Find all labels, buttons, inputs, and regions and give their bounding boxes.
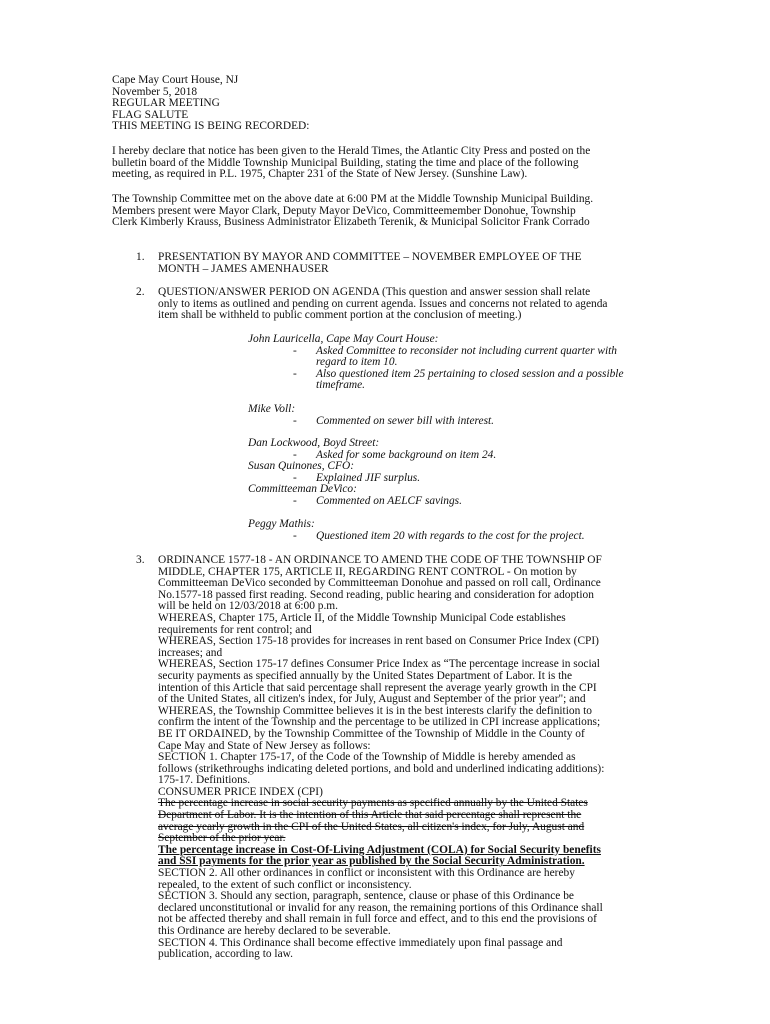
comment-line: Explained JIF surplus.: [316, 471, 421, 484]
item-text: [158, 555, 662, 961]
comment-bullet: [248, 496, 668, 508]
notice-paragraph: [112, 146, 662, 181]
ordinance-line: of the United States, all citizen's index, for July, August and September of the prior year"; and: [158, 693, 586, 706]
ordinance-line: WHEREAS, Section 175-17 defines Consumer Price Index as “The percentage increase in social: [158, 658, 600, 671]
header-location: Cape May Court House, NJ: [112, 74, 239, 86]
comment-group: [248, 438, 668, 508]
ordinance-line: SECTION 1. Chapter 175-17, of the Code of the Township of Middle is hereby amended as: [158, 751, 576, 764]
comment-line: timeframe.: [316, 379, 366, 392]
ordinance-line: SECTION 4. This Ordinance shall become effective immediately upon final passage and: [158, 936, 563, 949]
comment-bullet: [248, 473, 668, 485]
ordinance-line: No.1577-18 passed first reading. Second reading, public hearing and consideration for adoption: [158, 588, 594, 601]
attendance-line: Members present were Mayor Clark, Deputy Mayor DeVico, Committeemember Donohue, Township: [112, 204, 576, 217]
speaker-name: Susan Quinones, CFO:: [248, 460, 354, 473]
ordinance-line: increases; and: [158, 646, 223, 659]
ordinance-line: this Ordinance are hereby declared to be severable.: [158, 925, 391, 937]
ordinance-line: not be affected thereby and shall remain in full force and effect, and to this end the provisions of: [158, 913, 597, 926]
item-line: QUESTION/ANSWER PERIOD ON AGENDA (This question and answer session shall relate: [158, 286, 591, 298]
header-date: November 5, 2018: [112, 85, 198, 98]
notice-line: bulletin board of the Middle Township Municipal Building, stating the time and place of the following: [112, 156, 579, 169]
item-line: PRESENTATION BY MAYOR AND COMMITTEE – NOVEMBER EMPLOYEE OF THE: [158, 251, 582, 263]
header-flag-salute: FLAG SALUTE: [112, 108, 189, 121]
ordinance-line: follows (strikethroughs indicating deleted portions, and bold and underlined indicating additions):: [158, 762, 605, 775]
notice-line: I hereby declare that notice has been given to the Herald Times, the Atlantic City Press and posted on the: [112, 145, 591, 157]
struck-line: Department of Labor. It is the intention of this Article that said percentage shall represent the: [158, 809, 582, 822]
item-line: only to items as outlined and pending on current agenda. Issues and concerns not related to agenda: [158, 297, 608, 310]
attendance-line: Clerk Kimberly Krauss, Business Administrator Elizabeth Terenik, & Municipal Solicitor Frank Corrado: [112, 216, 590, 229]
ordinance-line: 175-17. Definitions.: [158, 774, 251, 787]
comment-group: [248, 334, 668, 392]
ordinance-line: WHEREAS, Section 175-18 provides for increases in rent based on Consumer Price Index (CPI): [158, 635, 599, 648]
ordinance-line: MIDDLE, CHAPTER 175, ARTICLE II, REGARDING RENT CONTROL - On motion by: [158, 565, 577, 578]
comment-line: Asked for some background on item 24.: [316, 448, 497, 461]
ordinance-line: security payments as specified annually by the United States Department of Labor. It is the: [158, 669, 573, 682]
meeting-header: [112, 75, 662, 133]
comment-bullet: [248, 416, 668, 428]
item-number: 2.: [136, 286, 145, 298]
dash-marker: -: [293, 494, 297, 507]
attendance-line: The Township Committee met on the above date at 6:00 PM at the Middle Township Municipal Building.: [112, 193, 594, 205]
ordinance-line: repealed, to the extent of such conflict or inconsistency.: [158, 878, 412, 891]
comment-line: Commented on sewer bill with interest.: [316, 414, 495, 427]
speaker-name: John Lauricella, Cape May Court House:: [248, 333, 439, 345]
ordinance-line: WHEREAS, the Township Committee believes it is in the best interests clarify the definition to: [158, 704, 592, 717]
comment-bullet: [248, 450, 668, 462]
item-line: item shall be withheld to public comment portion at the conclusion of meeting.): [158, 309, 522, 322]
ordinance-line: intention of this Article that said percentage shall represent the average yearly growth in the CPI: [158, 681, 597, 694]
ordinance-line: requirements for rent control; and: [158, 623, 312, 636]
ordinance-line: BE IT ORDAINED, by the Township Committee of the Township of Middle in the County of: [158, 727, 585, 740]
struck-line: average yearly growth in the CPI of the United States, all citizen's index, for July, August and: [158, 820, 585, 833]
comment-bullet: [248, 369, 668, 392]
comment-bullet: [248, 346, 668, 369]
ordinance-line: declared unconstitutional or invalid for any reason, the remaining portions of this Ordinance shall: [158, 901, 603, 914]
struck-line: September of the prior year.: [158, 832, 286, 845]
item-line: MONTH – JAMES AMENHAUSER: [158, 262, 329, 275]
item-text: [158, 287, 662, 322]
comment-group: [248, 519, 668, 542]
dash-marker: -: [293, 414, 297, 427]
ordinance-line: SECTION 2. All other ordinances in conflict or inconsistent with this Ordinance are hereby: [158, 867, 575, 880]
speaker-name: Peggy Mathis:: [248, 518, 315, 530]
ordinance-line: Committeeman DeVico seconded by Committeeman Donohue and passed on roll call, Ordinance: [158, 577, 601, 590]
dash-marker: -: [293, 344, 297, 357]
item-number: 3.: [136, 554, 145, 566]
added-line: and SSI payments for the prior year as published by the Social Security Administration.: [158, 855, 585, 868]
added-line: The percentage increase in Cost-Of-Living Adjustment (COLA) for Social Security benefits: [158, 843, 601, 856]
comment-line: Asked Committee to reconsider not including current quarter with: [316, 344, 617, 357]
ordinance-line: ORDINANCE 1577-18 - AN ORDINANCE TO AMEND THE CODE OF THE TOWNSHIP OF: [158, 554, 602, 566]
dash-marker: -: [293, 448, 297, 461]
ordinance-line: CONSUMER PRICE INDEX (CPI): [158, 785, 323, 798]
ordinance-line: will be held on 12/03/2018 at 6:00 p.m.: [158, 600, 339, 613]
item-text: [158, 252, 662, 275]
ordinance-line: publication, according to law.: [158, 948, 293, 961]
ordinance-line: SECTION 3. Should any section, paragraph, sentence, clause or phase of this Ordinance be: [158, 890, 574, 903]
comment-line: Commented on AELCF savings.: [316, 494, 462, 507]
comment-line: Questioned item 20 with regards to the cost for the project.: [316, 529, 585, 542]
speaker-name: Dan Lockwood, Boyd Street:: [248, 437, 380, 449]
comment-group: [248, 404, 668, 427]
comment-bullet: [248, 531, 668, 543]
item-number: 1.: [136, 251, 145, 263]
dash-marker: -: [293, 471, 297, 484]
speaker-name: Mike Voll:: [248, 403, 296, 415]
comment-line: Also questioned item 25 pertaining to closed session and a possible: [316, 367, 624, 380]
comment-line: regard to item 10.: [316, 356, 398, 369]
ordinance-line: WHEREAS, Chapter 175, Article II, of the Middle Township Municipal Code establishes: [158, 611, 566, 624]
dash-marker: -: [293, 367, 297, 380]
struck-line: The percentage increase in social security payments as specified annually by the United States: [158, 797, 588, 810]
ordinance-line: Cape May and State of New Jersey as follows:: [158, 739, 371, 752]
dash-marker: -: [293, 529, 297, 542]
header-meeting-type: REGULAR MEETING: [112, 97, 220, 110]
speaker-name: Committeeman DeVico:: [248, 483, 357, 496]
ordinance-line: confirm the intent of the Township and the percentage to be utilized in CPI increase applications;: [158, 716, 601, 729]
header-recorded: THIS MEETING IS BEING RECORDED:: [112, 120, 310, 133]
notice-line: meeting, as required in P.L. 1975, Chapter 231 of the State of New Jersey. (Sunshine Law).: [112, 168, 528, 181]
attendance-paragraph: [112, 194, 662, 229]
